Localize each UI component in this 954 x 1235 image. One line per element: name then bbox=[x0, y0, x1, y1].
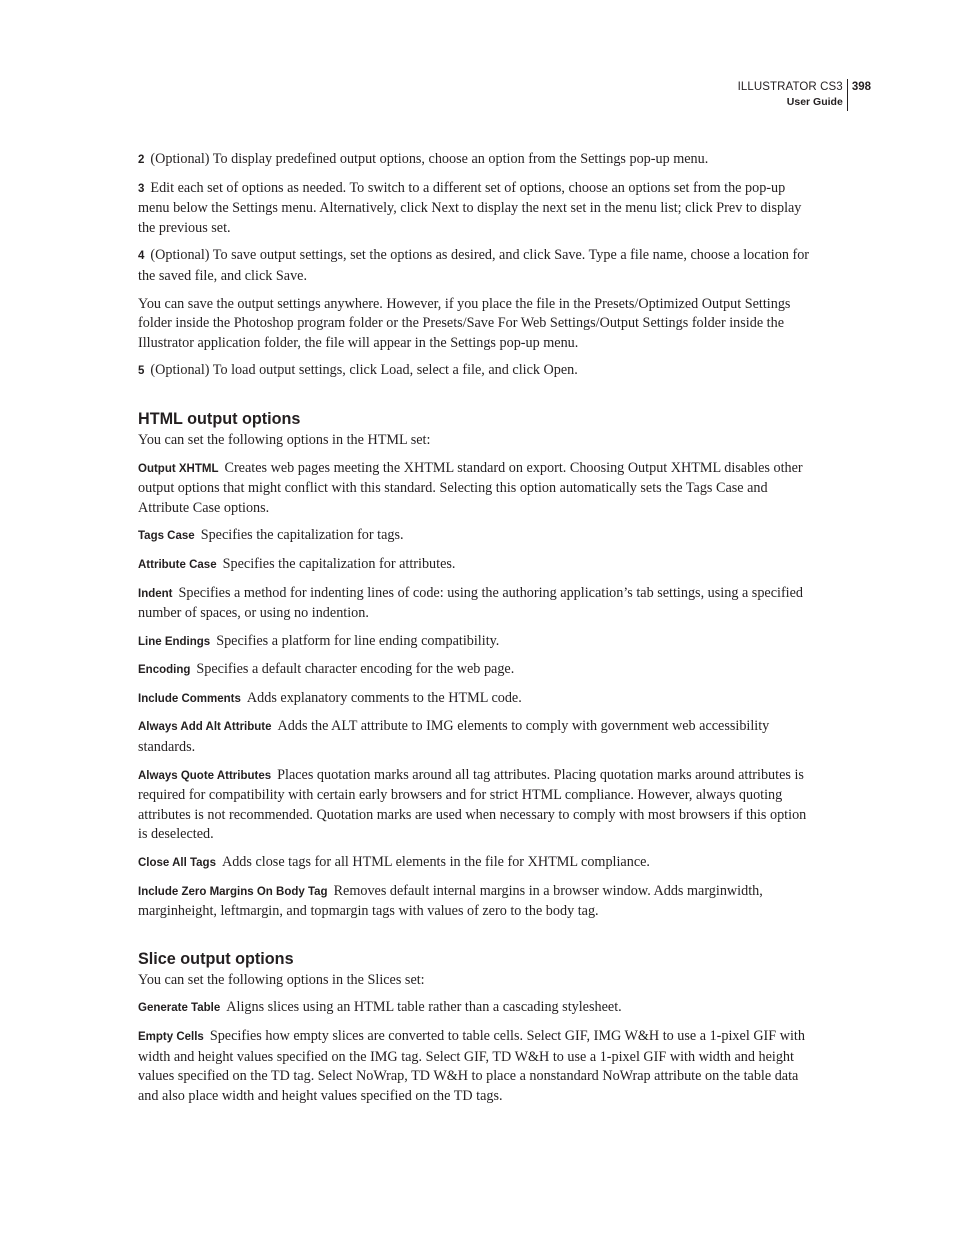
option-term: Close All Tags bbox=[138, 857, 216, 870]
option-encoding bbox=[138, 660, 816, 681]
running-header bbox=[738, 79, 871, 111]
slice-section-heading: Slice output options bbox=[138, 949, 294, 968]
option-desc: Adds close tags for all HTML elements in the file for XHTML compliance. bbox=[221, 854, 650, 871]
page-content bbox=[138, 150, 816, 1114]
option-close-all-tags bbox=[138, 853, 816, 874]
option-desc: Places quotation marks around all tag attributes. Placing quotation marks around attributes is required for compatibility with certain early browsers and for strict HTML compliance. However, always quoting attributes is not recommended. Quotation marks are used when necessary to comply with most browsers if this option is deselected. bbox=[138, 766, 807, 843]
html-section-intro: You can set the following options in the HTML set: bbox=[138, 431, 431, 448]
option-tags-case bbox=[138, 526, 816, 547]
option-include-comments bbox=[138, 689, 816, 710]
option-desc: Aligns slices using an HTML table rather than a cascading stylesheet. bbox=[226, 999, 622, 1016]
step-text: (Optional) To display predefined output options, choose an option from the Settings pop-up menu. bbox=[150, 151, 709, 167]
html-section-heading: HTML output options bbox=[138, 409, 301, 428]
header-guide: User Guide bbox=[786, 96, 843, 108]
step-number: 2 bbox=[138, 154, 145, 166]
option-desc: Adds the ALT attribute to IMG elements to comply with government web accessibility standards. bbox=[138, 718, 770, 756]
step-text: (Optional) To save output settings, set the options as desired, and click Save. Type a file name, choose a location for the saved file, and click Save. bbox=[138, 247, 810, 284]
option-line-endings bbox=[138, 632, 816, 653]
option-indent bbox=[138, 584, 816, 624]
step-number: 3 bbox=[138, 182, 145, 195]
option-zero-margins bbox=[138, 882, 816, 922]
step-2 bbox=[138, 150, 816, 171]
option-term: Line Endings bbox=[138, 635, 211, 648]
page-number: 398 bbox=[851, 81, 871, 93]
option-desc: Specifies the capitalization for tags. bbox=[200, 527, 404, 544]
option-desc: Creates web pages meeting the XHTML standard on export. Choosing Output XHTML disables other output options that might conflict with this standard. Selecting this option automatically sets the Tags Case and Attribute Case options. bbox=[138, 459, 803, 516]
option-term: Include Comments bbox=[138, 692, 241, 705]
option-desc: Specifies how empty slices are converted to table cells. Select GIF, IMG W&H to use a 1-pixel GIF with width and height values specified on the IMG tag. Select GIF, TD W&H to use a 1-pixel GIF with width and height values specified on the TD tag. Select NoWrap, TD W&H to place a nonstandard NoWrap attribute on the table data and also place width and height values specified on the TD tags. bbox=[138, 1028, 805, 1104]
option-term: Always Quote Attributes bbox=[138, 769, 272, 782]
step-4 bbox=[138, 246, 816, 286]
option-term: Indent bbox=[138, 587, 173, 600]
option-term: Include Zero Margins On Body Tag bbox=[138, 885, 328, 898]
option-desc: Adds explanatory comments to the HTML code. bbox=[246, 689, 522, 706]
option-term: Tags Case bbox=[138, 530, 195, 543]
option-always-add-alt bbox=[138, 717, 816, 757]
option-desc: Specifies a platform for line ending compatibility. bbox=[216, 632, 500, 649]
step-text: Edit each set of options as needed. To switch to a different set of options, choose an options set from the pop-up menu below the Settings menu. Alternatively, click Next to display the next set in the menu list; click Prev to display the previous set. bbox=[138, 179, 802, 236]
step-number: 5 bbox=[138, 365, 145, 378]
option-term: Output XHTML bbox=[138, 462, 219, 475]
step-text: (Optional) To load output settings, click Load, select a file, and click Open. bbox=[150, 362, 578, 379]
option-term: Attribute Case bbox=[138, 558, 217, 571]
option-term: Always Add Alt Attribute bbox=[138, 721, 272, 734]
header-titles bbox=[738, 79, 847, 110]
option-term: Empty Cells bbox=[138, 1031, 204, 1043]
header-product: ILLUSTRATOR CS3 bbox=[737, 81, 843, 93]
option-always-quote bbox=[138, 766, 816, 845]
option-desc: Specifies a method for indenting lines of code: using the authoring application’s tab settings, using a specified number of spaces, or using no indention. bbox=[138, 584, 804, 622]
option-desc: Specifies a default character encoding for the web page. bbox=[196, 661, 515, 678]
step-5 bbox=[138, 361, 816, 382]
option-term: Encoding bbox=[138, 664, 191, 677]
option-output-xhtml bbox=[138, 459, 816, 519]
option-term: Generate Table bbox=[138, 1002, 221, 1015]
option-empty-cells bbox=[138, 1027, 816, 1106]
step-3 bbox=[138, 179, 816, 239]
option-desc: Specifies the capitalization for attributes. bbox=[222, 555, 456, 572]
step-number: 4 bbox=[138, 250, 145, 263]
slice-section-intro: You can set the following options in the Slices set: bbox=[138, 971, 425, 988]
option-desc: Removes default internal margins in a browser window. Adds marginwidth, marginheight, leftmargin, and topmargin tags with values of zero to the body tag. bbox=[138, 882, 763, 920]
save-note: You can save the output settings anywhere. However, if you place the file in the Presets/Optimized Output Settings folder inside the Photoshop program folder or the Presets/Save For Web Settings/Output Settings folder inside the Illustrator application folder, the file will appear in the Settings pop-up menu. bbox=[138, 295, 791, 351]
option-generate-table bbox=[138, 998, 816, 1019]
option-attribute-case bbox=[138, 555, 816, 576]
